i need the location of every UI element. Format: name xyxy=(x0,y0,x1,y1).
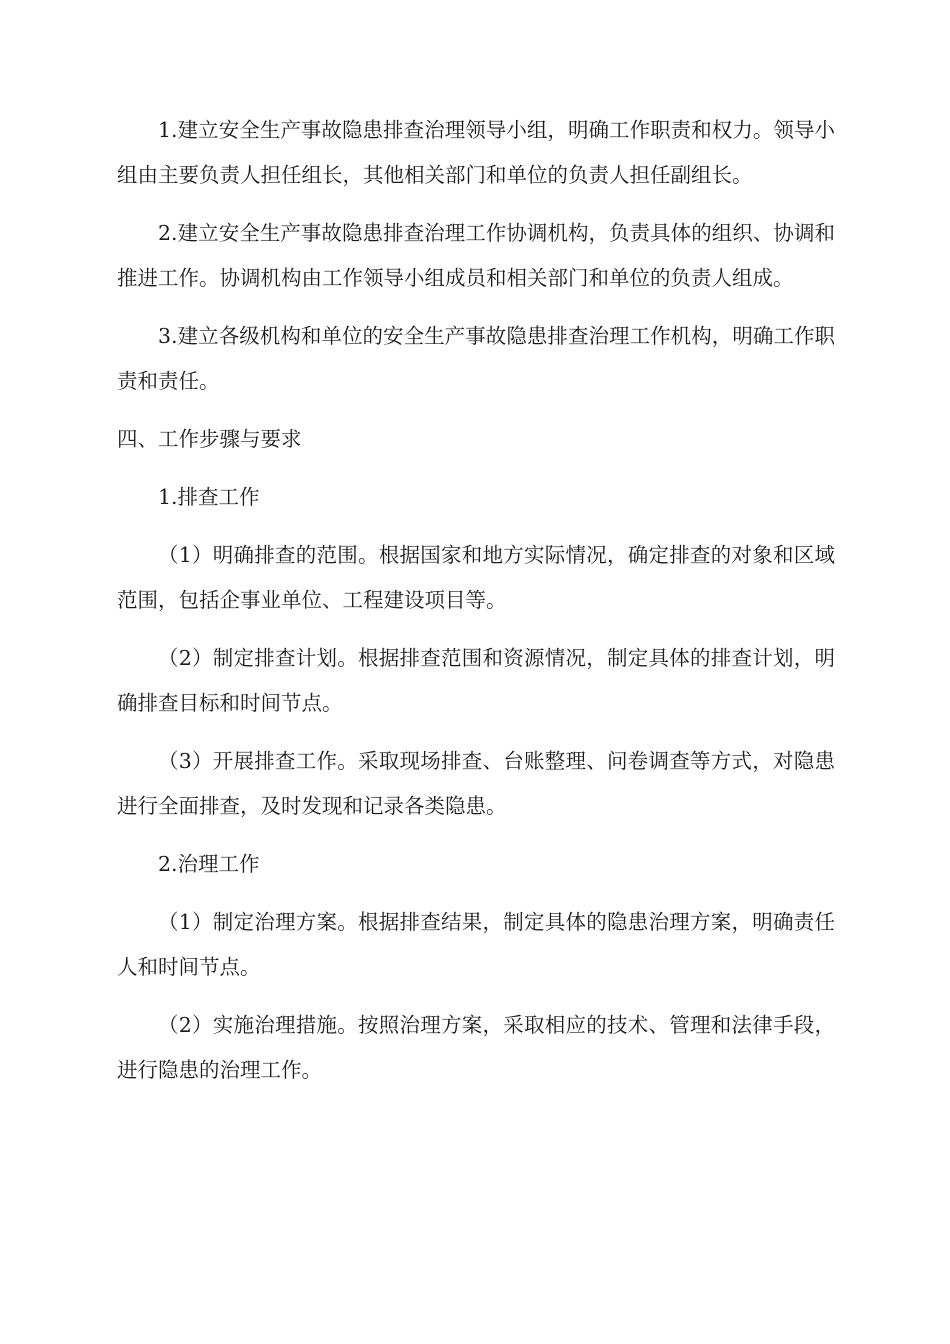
section-heading: 四、工作步骤与要求 xyxy=(117,427,302,451)
paragraph-6: （3）开展排查工作。采取现场排查、台账整理、问卷调查等方式，对隐患进行全面排查，及时发现和记录各类隐患。 xyxy=(117,749,835,818)
paragraph-2: 2.建立安全生产事故隐患排查治理工作协调机构，负责具体的组织、协调和推进工作。协调机构由工作领导小组成员和相关部门和单位的负责人组成。 xyxy=(117,221,835,290)
paragraph-7: （1）制定治理方案。根据排查结果，制定具体的隐患治理方案，明确责任人和时间节点。 xyxy=(117,910,835,979)
document-page xyxy=(117,108,835,1106)
paragraph-8: （2）实施治理措施。按照治理方案，采取相应的技术、管理和法律手段，进行隐患的治理工作。 xyxy=(117,1013,835,1082)
paragraph-1: 1.建立安全生产事故隐患排查治理领导小组，明确工作职责和权力。领导小组由主要负责人担任组长，其他相关部门和单位的负责人担任副组长。 xyxy=(117,118,835,187)
subheading-2: 2.治理工作 xyxy=(158,852,260,876)
paragraph-4: （1）明确排查的范围。根据国家和地方实际情况，确定排查的对象和区域范围，包括企事业单位、工程建设项目等。 xyxy=(117,543,835,612)
paragraph-5: （2）制定排查计划。根据排查范围和资源情况，制定具体的排查计划，明确排查目标和时间节点。 xyxy=(117,646,835,715)
paragraph-3: 3.建立各级机构和单位的安全生产事故隐患排查治理工作机构，明确工作职责和责任。 xyxy=(117,324,835,393)
subheading-1: 1.排查工作 xyxy=(158,485,260,509)
